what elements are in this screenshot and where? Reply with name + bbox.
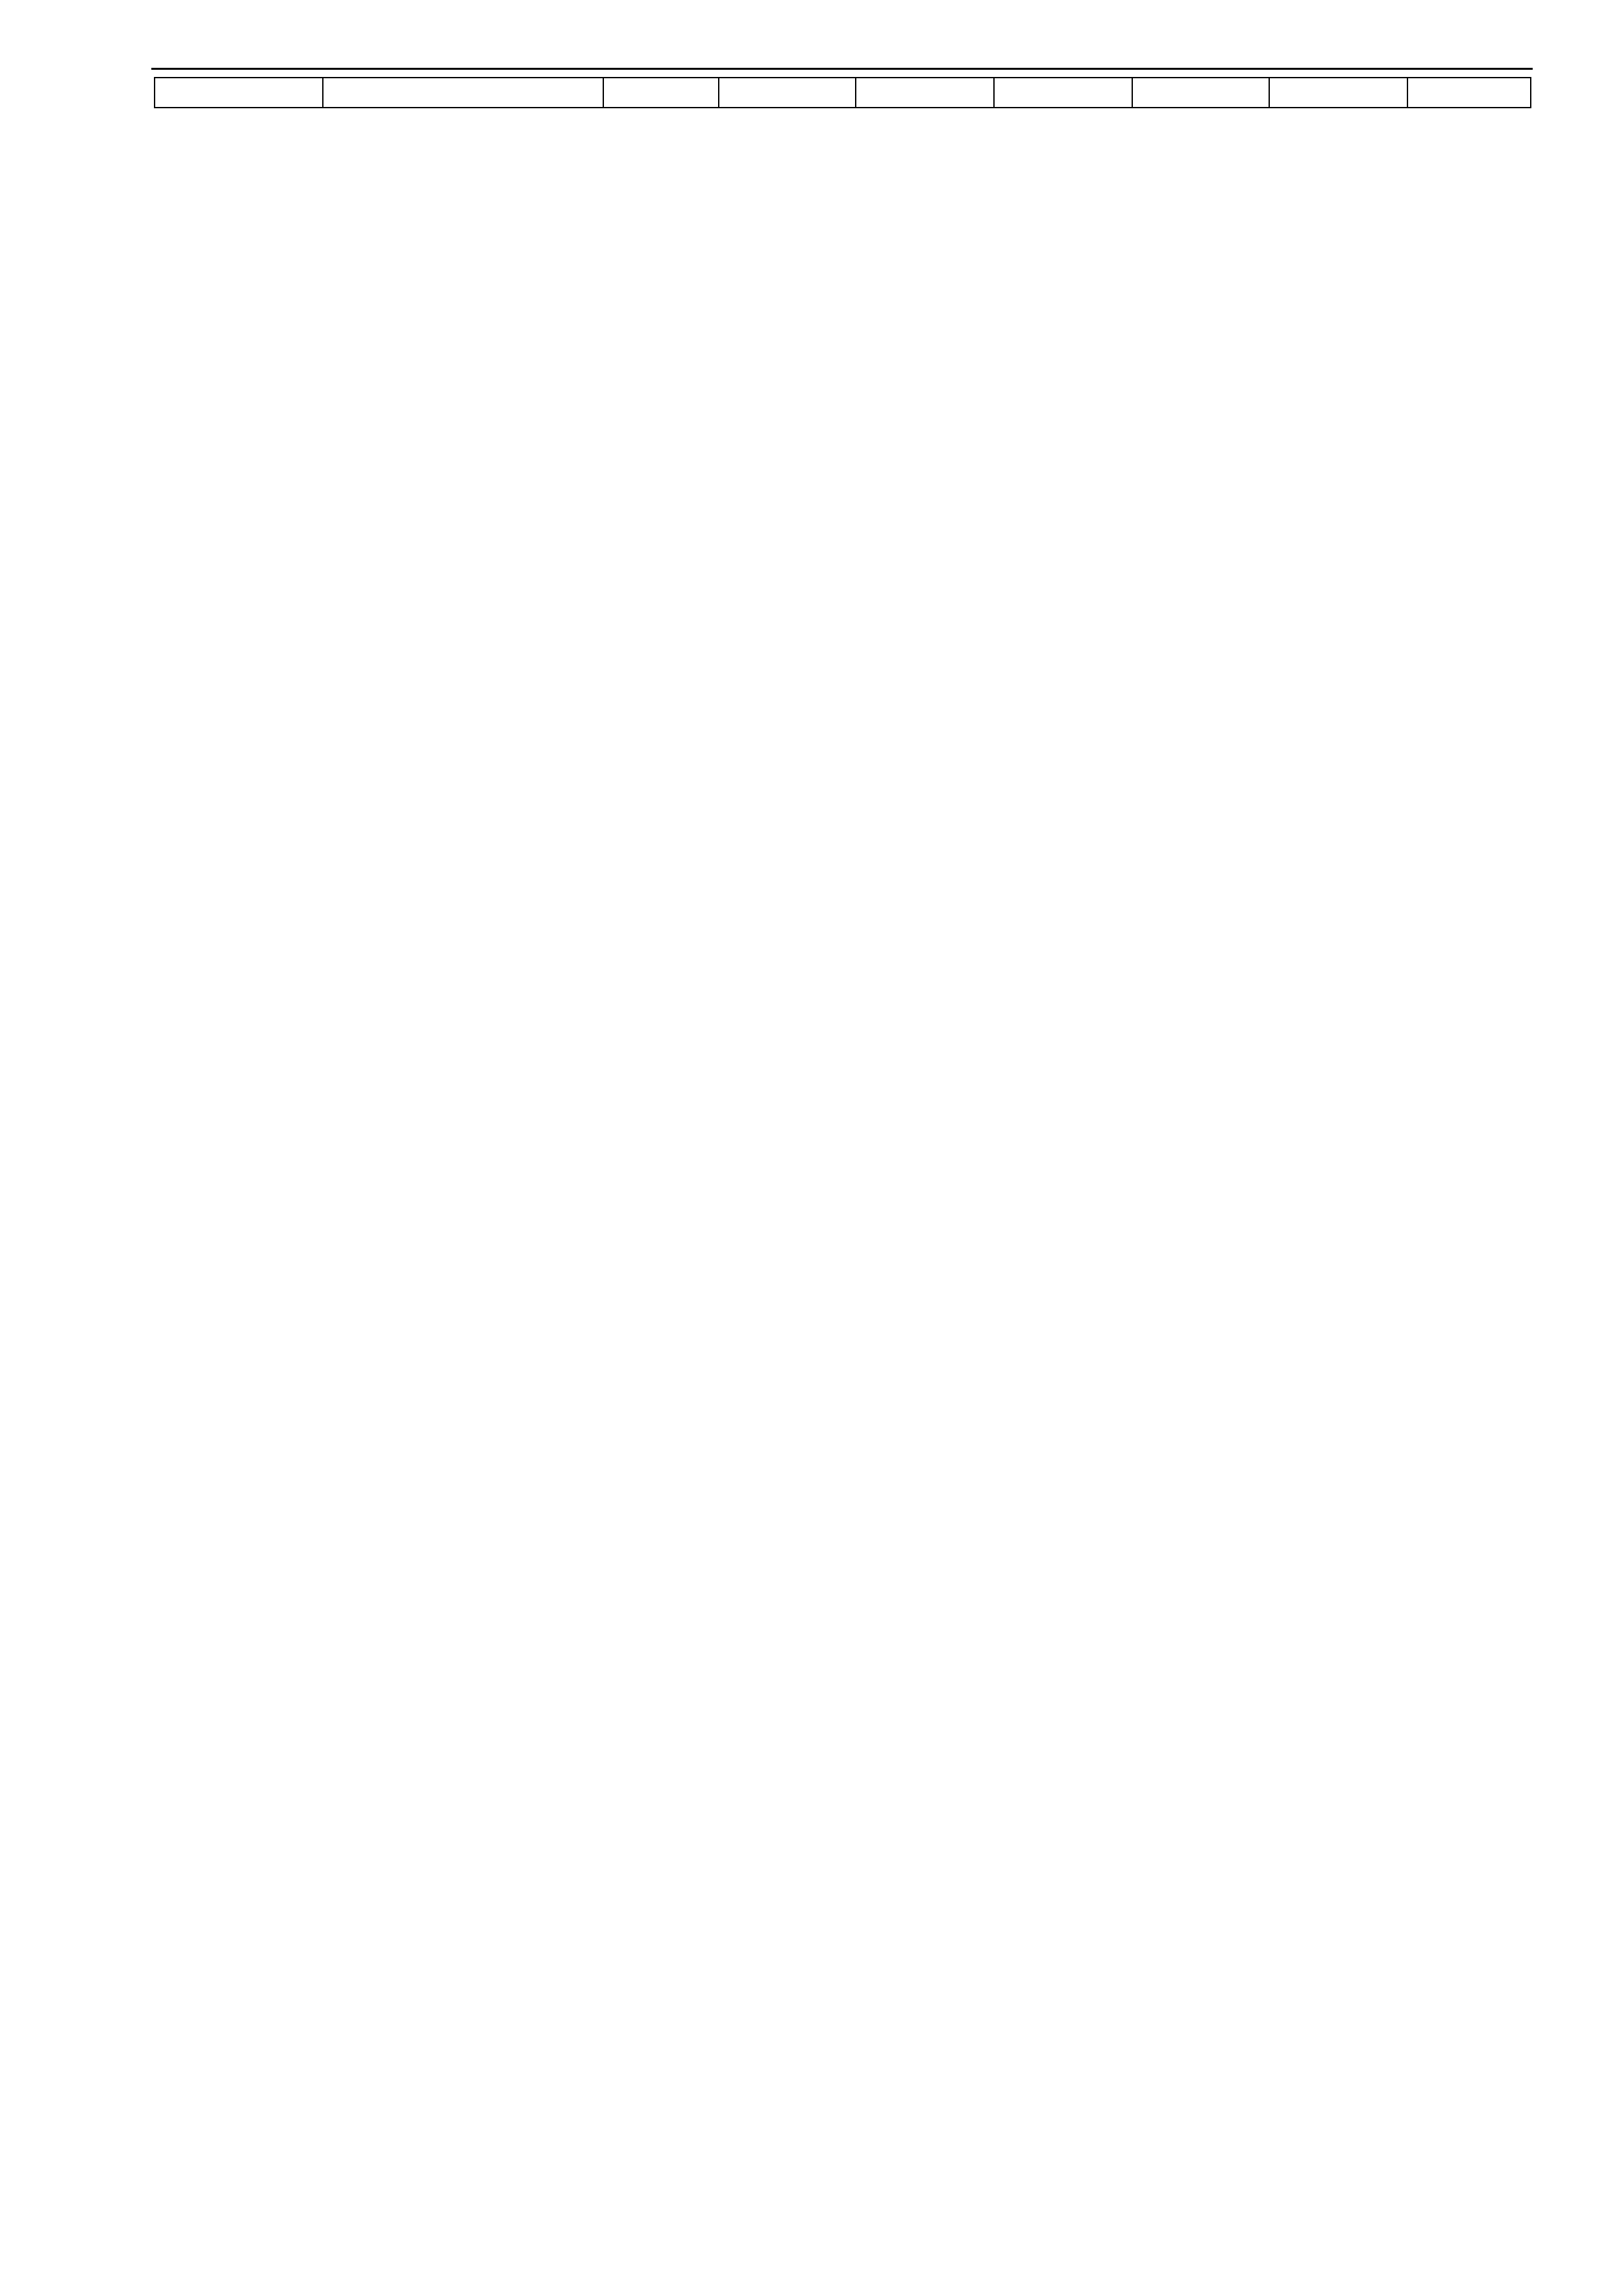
column-number [323,78,603,108]
column-number [1407,78,1531,108]
column-number [1269,78,1407,108]
header-rule [151,68,1533,70]
column-number [994,78,1132,108]
column-number [155,78,323,108]
column-number [719,78,856,108]
column-number [1132,78,1269,108]
rates-table [154,77,1531,108]
column-number [603,78,719,108]
table-body [155,78,1531,108]
column-number [856,78,994,108]
column-number-row [155,78,1531,108]
